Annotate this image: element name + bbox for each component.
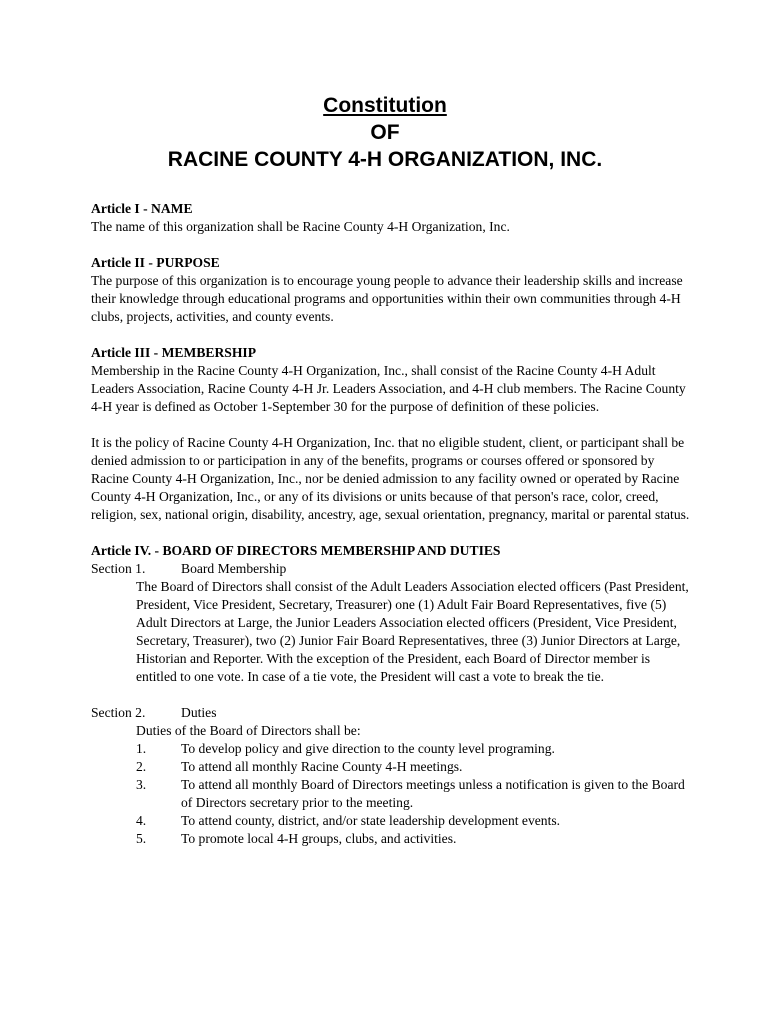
duty-text: To attend all monthly Board of Directors meetings unless a notification is given to the Board of Directors secretary prior to the meeting. <box>181 777 685 810</box>
article-3-text-1: Membership in the Racine County 4-H Organization, Inc., shall consist of the Racine County 4-H Adult Leaders Association, Racine County 4-H Jr. Leaders Association, and 4-H club members. The Racine County 4-H year is defined as October 1-September 30 for the purpose of definition of these policies. <box>91 363 686 414</box>
article-1-text: The name of this organization shall be Racine County 4-H Organization, Inc. <box>91 219 510 234</box>
article-3-heading: Article III - MEMBERSHIP <box>91 345 256 360</box>
duty-number: 1. <box>136 741 147 756</box>
duty-text: To attend all monthly Racine County 4-H meetings. <box>181 759 463 774</box>
duty-text: To attend county, district, and/or state leadership development events. <box>181 813 561 828</box>
duty-number: 3. <box>136 777 147 792</box>
article-3-text-2: It is the policy of Racine County 4-H Organization, Inc. that no eligible student, client, or participant shall be denied admission to or participation in any of the benefits, programs or courses offered or sponsored by Racine County 4-H Organization, Inc., nor be denied admission to any facility owned or operated by Racine County 4-H Organization, Inc., or any of its divisions or units because of that person's race, color, creed, religion, sex, national origin, disability, ancestry, age, sexual orientation, pregnancy, marital or parental status. <box>91 435 690 522</box>
duty-list-item <box>136 740 691 758</box>
duty-number: 4. <box>136 813 147 828</box>
section-2-intro: Duties of the Board of Directors shall be: <box>136 723 361 738</box>
title-organization: RACINE COUNTY 4-H ORGANIZATION, INC. <box>167 148 603 171</box>
section-1-text: The Board of Directors shall consist of the Adult Leaders Association elected officers (Past President, President, Vice President, Secretary, Treasurer) one (1) Adult Fair Board Representatives, five (5) Adult Directors at Large, the Junior Leaders Association elected officers (President, Vice President, Secretary, Treasurer), two (2) Junior Fair Board Representatives, three (3) Junior Directors at Large, Historian and Reporter. With the exception of the President, each Board of Director member is entitled to one vote. In case of a tie vote, the President will cast a vote to break the tie. <box>136 579 689 684</box>
section-2-title: Duties <box>181 705 217 720</box>
duty-number: 2. <box>136 759 147 774</box>
title-of: OF <box>370 121 400 144</box>
section-2-content <box>91 722 691 848</box>
section-1-heading <box>91 560 691 578</box>
duty-text: To develop policy and give direction to the county level programing. <box>181 741 555 756</box>
article-4-heading: Article IV. - BOARD OF DIRECTORS MEMBERSHIP AND DUTIES <box>91 543 501 558</box>
document-body <box>91 200 691 848</box>
document-title <box>0 92 770 173</box>
duty-list-item <box>136 830 691 848</box>
article-2-text: The purpose of this organization is to encourage young people to advance their leadership skills and increase their knowledge through educational programs and opportunities within their own communities through 4-H clubs, projects, activities, and county events. <box>91 273 683 324</box>
article-2-heading: Article II - PURPOSE <box>91 255 220 270</box>
duty-list-item <box>136 812 691 830</box>
article-1-heading: Article I - NAME <box>91 201 193 216</box>
section-2-number: Section 2. <box>91 705 146 720</box>
section-1-number: Section 1. <box>91 561 146 576</box>
duty-list-item <box>136 758 691 776</box>
duty-number: 5. <box>136 831 147 846</box>
duty-text: To promote local 4-H groups, clubs, and activities. <box>181 831 457 846</box>
title-constitution: Constitution <box>323 94 447 117</box>
duty-list-item <box>136 776 691 812</box>
section-1-title: Board Membership <box>181 561 287 576</box>
section-2-heading <box>91 704 691 722</box>
